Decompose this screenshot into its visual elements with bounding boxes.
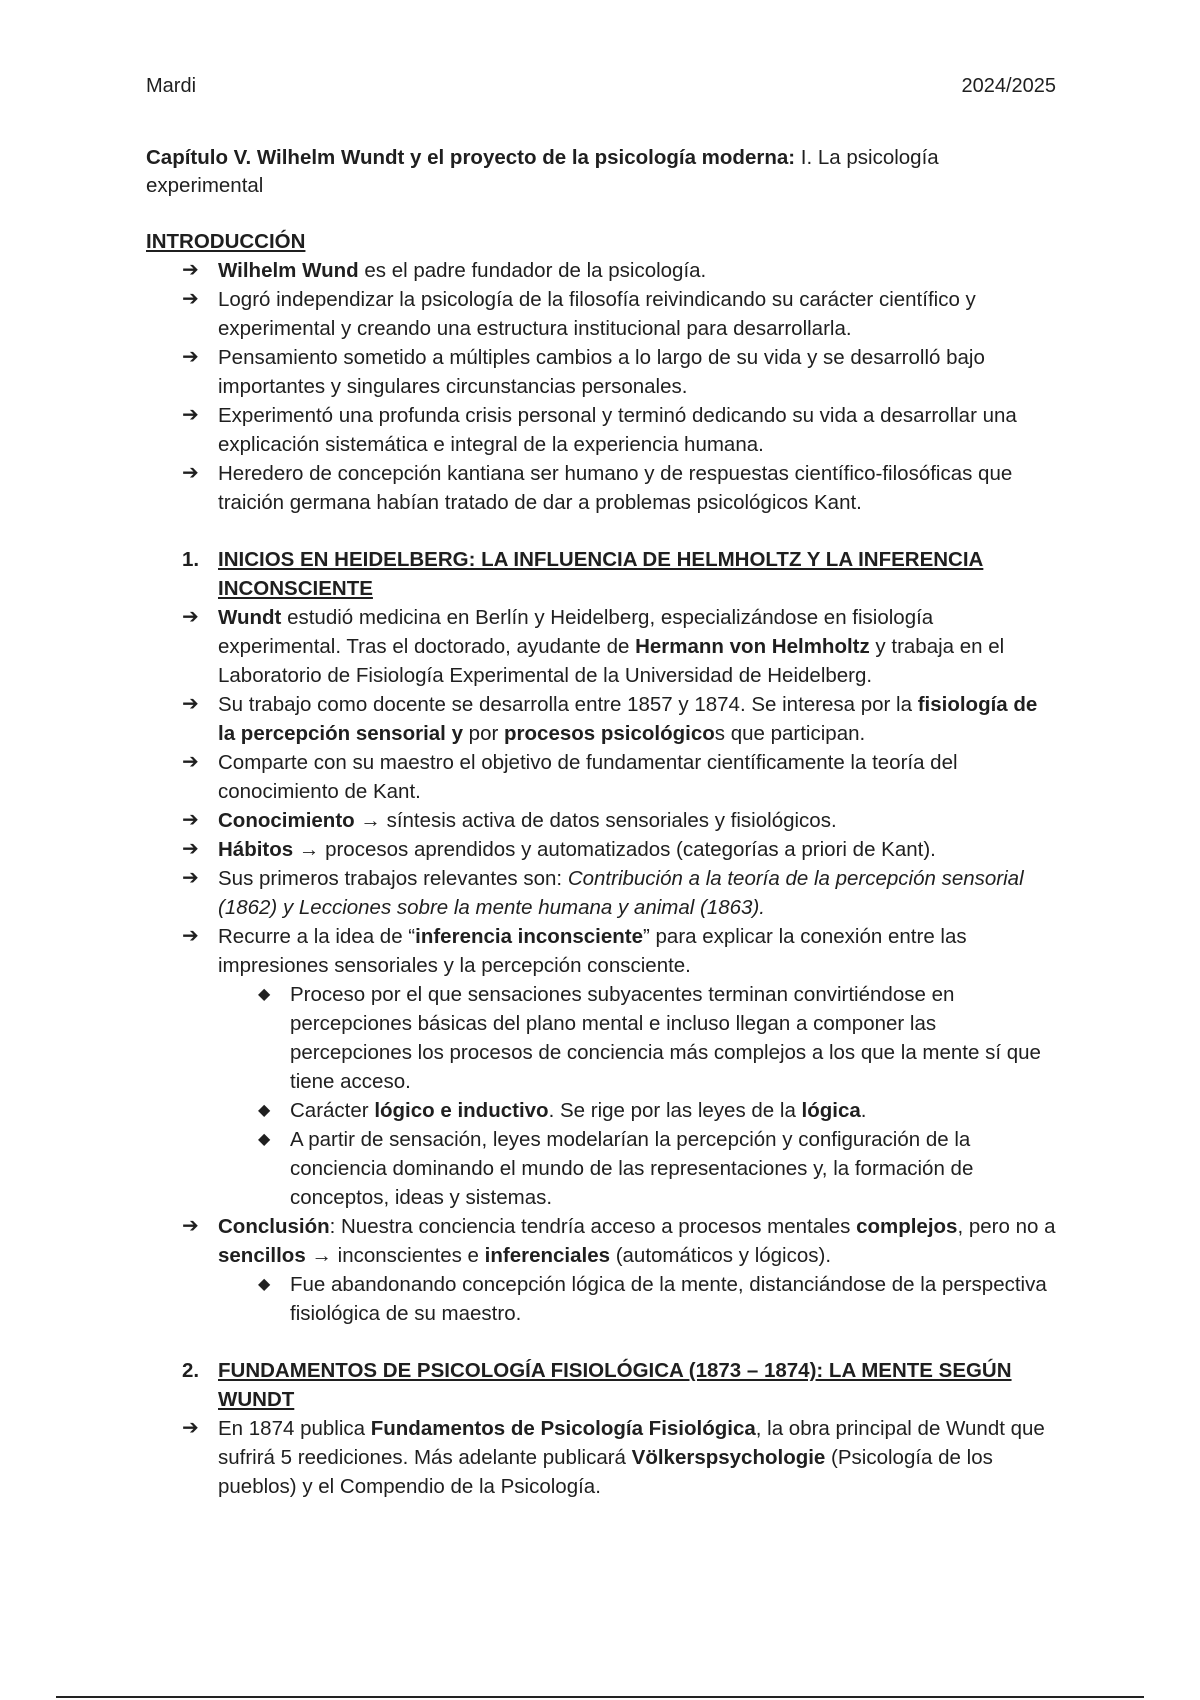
arrow-icon: ➔ xyxy=(182,925,199,947)
header-right: 2024/2025 xyxy=(961,75,1056,97)
list-item: ➔ Heredero de concepción kantiana ser humano y de respuestas científico-filosóficas que traición germana habían tratado de dar a problemas psicológicos Kant. xyxy=(146,459,1056,517)
diamond-bullet-icon: ◆ xyxy=(258,1102,271,1119)
diamond-bullet-icon: ◆ xyxy=(258,1276,271,1293)
arrow-icon: ➔ xyxy=(182,404,199,426)
section1-list xyxy=(146,603,1056,1328)
sub-list xyxy=(218,1270,1056,1328)
list-item: ➔ Wilhelm Wund es el padre fundador de la psicología. xyxy=(146,256,1056,285)
sub-list-item: ◆ Carácter lógico e inductivo. Se rige por las leyes de la lógica. xyxy=(218,1096,1056,1125)
arrow-icon: ➔ xyxy=(182,288,199,310)
intro-heading: INTRODUCCIÓN xyxy=(146,230,306,253)
chapter-title-rest: I. La psicología experimental xyxy=(146,146,939,197)
diamond-bullet-icon: ◆ xyxy=(258,1131,271,1148)
list-item: ➔ Pensamiento sometido a múltiples cambios a lo largo de su vida y se desarrolló bajo importantes y singulares circunstancias personales. xyxy=(146,343,1056,401)
list-item: ➔ Experimentó una profunda crisis personal y terminó dedicando su vida a desarrollar una explicación sistemática e integral de la experiencia humana. xyxy=(146,401,1056,459)
list-item: ➔ Hábitos → procesos aprendidos y automatizados (categorías a priori de Kant). xyxy=(146,835,1056,864)
arrow-icon: ➔ xyxy=(182,693,199,715)
list-item: ➔ Logró independizar la psicología de la filosofía reivindicando su carácter científico y experimental y creando una estructura institucional para desarrollarla. xyxy=(146,285,1056,343)
document-page xyxy=(146,72,1056,1501)
section2-list xyxy=(146,1414,1056,1501)
header-left: Mardi xyxy=(146,75,197,97)
intro-list xyxy=(146,256,1056,517)
list-item: ➔ Su trabajo como docente se desarrolla entre 1857 y 1874. Se interesa por la fisiología de la percepción sensorial y por procesos psicológicos que participan. xyxy=(146,690,1056,748)
sub-list-item: ◆ Proceso por el que sensaciones subyacentes terminan convirtiéndose en percepciones básicas del plano mental e incluso llegan a componer las percepciones los procesos de conciencia más complejos a los que la mente sí que tiene acceso. xyxy=(218,980,1056,1096)
chapter-title-bold: Capítulo V. Wilhelm Wundt y el proyecto de la psicología moderna: xyxy=(146,146,796,169)
sub-list-item: ◆ A partir de sensación, leyes modelarían la percepción y configuración de la conciencia dominando el mundo de las representaciones y, la formación de conceptos, ideas y sistemas. xyxy=(218,1125,1056,1212)
sub-list-item: ◆ Fue abandonando concepción lógica de la mente, distanciándose de la perspectiva fisiológica de su maestro. xyxy=(218,1270,1056,1328)
list-item: ➔ Wundt estudió medicina en Berlín y Heidelberg, especializándose en fisiología experimental. Tras el doctorado, ayudante de Hermann von Helmholtz y trabaja en el Laboratorio de Fisiología Experimental de la Universidad de Heidelberg. xyxy=(146,603,1056,690)
arrow-icon: ➔ xyxy=(182,606,199,628)
arrow-icon: ➔ xyxy=(182,867,199,889)
arrow-icon: ➔ xyxy=(182,259,199,281)
arrow-icon: ➔ xyxy=(182,1417,199,1439)
list-item: ➔ Recurre a la idea de “inferencia inconsciente” para explicar la conexión entre las impresiones sensoriales y la percepción consciente. ◆ Proceso por el que sensaciones subyacentes terminan convirtiéndose en percepciones básicas del plano mental e incluso llegan a componer las percepciones los procesos de conciencia más complejos a los que la mente sí que tiene acceso. ◆ Carácter lógico e inductivo. Se rige por las leyes de la lógica. ◆ A partir de sensación, leyes modelarían la percepción y configuración de la conciencia dominando el mundo de las representaciones y, la formación de conceptos, ideas y sistemas. xyxy=(146,922,1056,1212)
list-item: ➔ Sus primeros trabajos relevantes son: Contribución a la teoría de la percepción sensorial (1862) y Lecciones sobre la mente humana y animal (1863). xyxy=(146,864,1056,922)
list-item: ➔ Comparte con su maestro el objetivo de fundamentar científicamente la teoría del conocimiento de Kant. xyxy=(146,748,1056,806)
arrow-icon: ➔ xyxy=(182,751,199,773)
arrow-icon: ➔ xyxy=(182,838,199,860)
arrow-icon: ➔ xyxy=(182,1215,199,1237)
page-bottom-divider xyxy=(56,1696,1144,1698)
list-item: ➔ En 1874 publica Fundamentos de Psicología Fisiológica, la obra principal de Wundt que sufrirá 5 reediciones. Más adelante publicará Völkerspsychologie (Psicología de los pueblos) y el Compendio de la Psicología. xyxy=(146,1414,1056,1501)
list-item: ➔ Conclusión: Nuestra conciencia tendría acceso a procesos mentales complejos, pero no a sencillos → inconscientes e inferenciales (automáticos y lógicos). ◆ Fue abandonando concepción lógica de la mente, distanciándose de la perspectiva fisiológica de su maestro. xyxy=(146,1212,1056,1328)
section1-heading: 1. INICIOS EN HEIDELBERG: LA INFLUENCIA DE HELMHOLTZ Y LA INFERENCIA INCONSCIENTE xyxy=(182,548,984,600)
sub-list xyxy=(218,980,1056,1212)
arrow-icon: ➔ xyxy=(182,809,199,831)
arrow-icon: ➔ xyxy=(182,462,199,484)
list-item: ➔ Conocimiento → síntesis activa de datos sensoriales y fisiológicos. xyxy=(146,806,1056,835)
page-header xyxy=(146,72,1056,100)
chapter-title xyxy=(146,144,1056,200)
section2-heading: 2. FUNDAMENTOS DE PSICOLOGÍA FISIOLÓGICA (1873 – 1874): LA MENTE SEGÚN WUNDT xyxy=(182,1359,1012,1411)
diamond-bullet-icon: ◆ xyxy=(258,986,271,1003)
arrow-icon: ➔ xyxy=(182,346,199,368)
